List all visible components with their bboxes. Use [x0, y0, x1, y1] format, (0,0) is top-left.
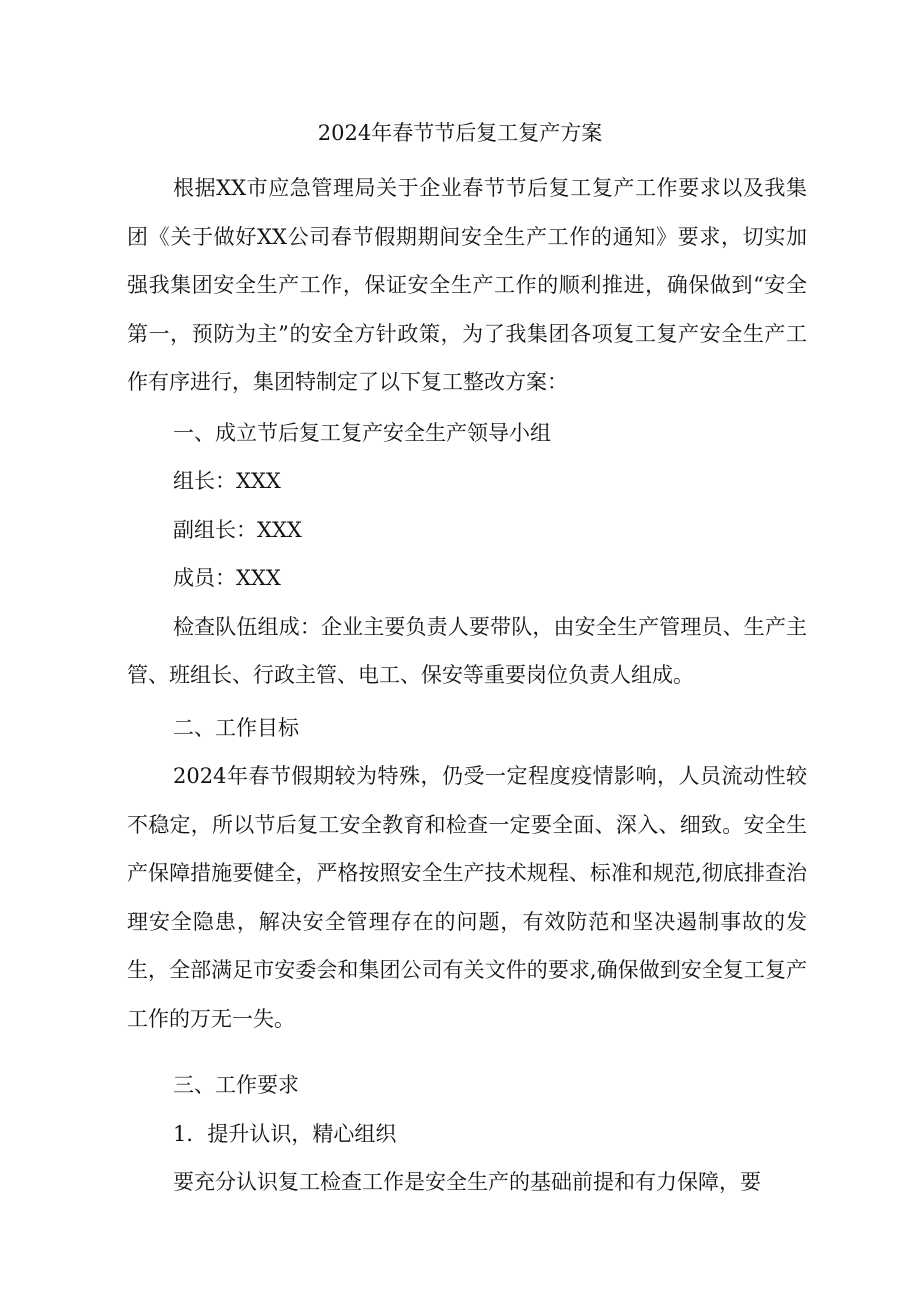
members-line: 成员：XXX	[173, 566, 281, 590]
intro-paragraph: 根据XX市应急管理局关于企业春节节后复工复产工作要求以及我集团《关于做好XX公司春节假期期间安全生产工作的通知》要求，切实加强我集团安全生产工作，保证安全生产工作的顺利推进，确保做到“安全第一，预防为主”的安全方针政策，为了我集团各项复工复产安全生产工作有序进行，集团特制定了以下复工整改方案：	[127, 176, 807, 394]
team-paragraph: 检查队伍组成：企业主要负责人要带队，由安全生产管理员、生产主管、班组长、行政主管、电工、保安等重要岗位负责人组成。	[127, 614, 807, 687]
deputy-line: 副组长：XXX	[173, 517, 302, 542]
subsection1-paragraph: 要充分认识复工检查工作是安全生产的基础前提和有力保障，要	[173, 1170, 761, 1194]
subsection1-heading: 1．提升认识，精心组织	[173, 1121, 397, 1146]
leader-line: 组长：XXX	[173, 469, 281, 493]
document-title: 2024年春节节后复工复产方案	[317, 121, 603, 145]
section3-heading: 三、工作要求	[173, 1073, 299, 1097]
section1-heading: 一、成立节后复工复产安全生产领导小组	[173, 420, 551, 445]
document-body	[127, 164, 807, 1207]
section2-heading: 二、工作目标	[173, 715, 299, 740]
section2-paragraph: 2024年春节假期较为特殊，仍受一定程度疫情影响，人员流动性较不稳定，所以节后复工安全教育和检查一定要全面、深入、细致。安全生产保障措施要健全，严格按照安全生产技术规程、标准和规范,彻底排查治理安全隐患，解决安全管理存在的问题，有效防范和坚决遏制事故的发生，全部满足市安委会和集团公司有关文件的要求,确保做到安全复工复产工作的万无一失。	[127, 764, 807, 1031]
